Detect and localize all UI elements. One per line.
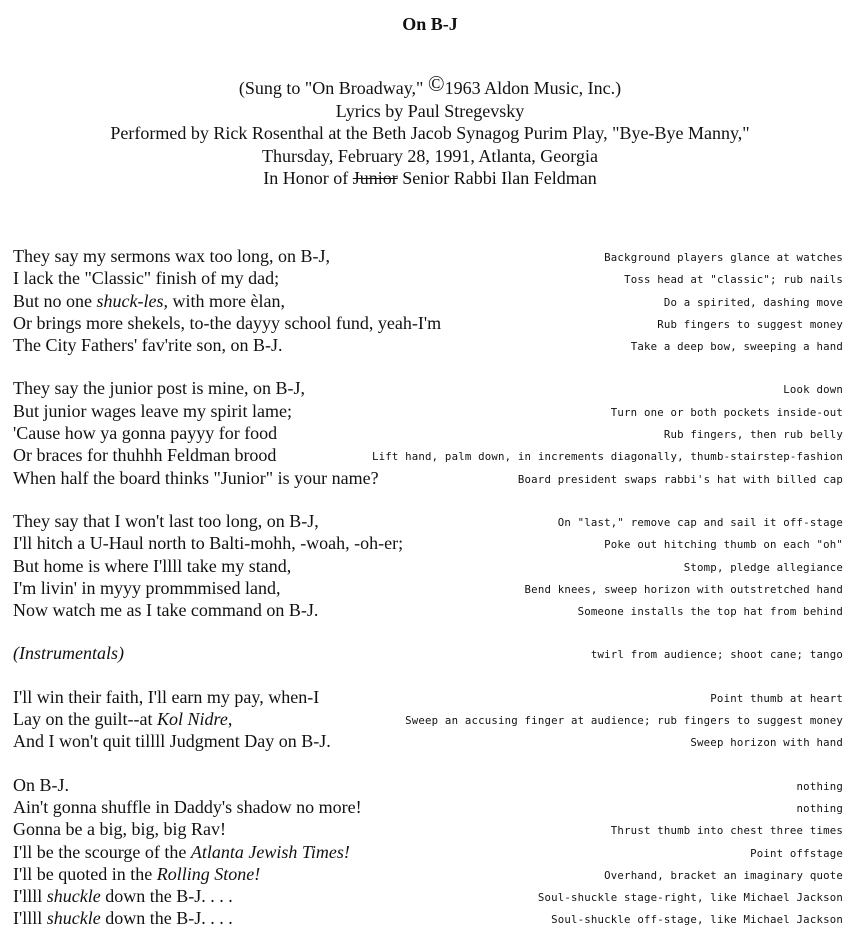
- instrumentals-section: [13, 642, 843, 664]
- stage-direction: Look down: [783, 383, 843, 397]
- lyric-emphasis: Kol Nidre: [156, 709, 228, 730]
- copyright-text: 1963 Aldon Music, Inc.): [444, 78, 622, 98]
- lyric-row: [13, 312, 843, 334]
- lyric-line: They say the junior post is mine, on B-J,: [13, 378, 305, 399]
- lyric-line: And I won't quit tillll Judgment Day on B-J.: [13, 731, 331, 752]
- struck-word: Junior: [352, 168, 398, 188]
- lyrics-body: [13, 245, 843, 951]
- stage-direction: Do a spirited, dashing move: [663, 295, 843, 309]
- lyric-line: On B-J.: [13, 774, 70, 795]
- lyric-row: [13, 245, 843, 267]
- stage-direction: Turn one or both pockets inside-out: [610, 405, 843, 419]
- header-line-date: Thursday, February 28, 1991, Atlanta, Georgia: [262, 145, 598, 166]
- lyric-line: [13, 708, 232, 730]
- tune-text: (Sung to "On Broadway,": [238, 78, 428, 98]
- stage-direction: Point thumb at heart: [710, 691, 843, 705]
- stage-direction: nothing: [796, 779, 843, 793]
- stage-direction: Lift hand, palm down, in increments diagonally, thumb-stairstep-fashion: [371, 450, 843, 464]
- stanza-1: [13, 245, 843, 356]
- lyric-row: [13, 730, 843, 752]
- lyric-text: Lay on the guilt--at: [13, 709, 157, 730]
- lyric-line: But junior wages leave my spirit lame;: [13, 400, 292, 421]
- lyric-row: [13, 774, 843, 796]
- stage-direction: Board president swaps rabbi's hat with billed cap: [517, 472, 843, 486]
- stage-direction: On "last," remove cap and sail it off-stage: [557, 515, 843, 529]
- lyric-line: 'Cause how ya gonna payyy for food: [13, 423, 278, 444]
- lyric-row: [13, 267, 843, 289]
- lyric-row: [13, 841, 843, 863]
- lyric-line: I lack the "Classic" finish of my dad;: [13, 268, 280, 289]
- lyric-row: [13, 444, 843, 466]
- lyric-row: [13, 334, 843, 356]
- stage-direction: Poke out hitching thumb on each "oh": [604, 538, 843, 552]
- lyric-row: [13, 555, 843, 577]
- stanza-5: [13, 774, 843, 930]
- stage-direction: Toss head at "classic"; rub nails: [624, 273, 843, 287]
- lyric-emphasis: shuckle: [46, 886, 101, 907]
- header-line-honor: [0, 167, 860, 190]
- copyright-symbol: ©: [427, 71, 445, 96]
- header-line-tune: [0, 71, 860, 100]
- lyric-text: I'll be quoted in the: [13, 863, 157, 884]
- lyric-text: down the B-J. . . .: [100, 886, 233, 907]
- lyric-line: [13, 885, 233, 907]
- lyric-emphasis: shuckle: [46, 908, 101, 929]
- instrumentals-label: (Instrumentals): [13, 643, 124, 664]
- lyric-row: [13, 686, 843, 708]
- lyric-line: I'm livin' in myyy prommmised land,: [13, 577, 281, 598]
- stage-direction: Someone installs the top hat from behind: [577, 605, 843, 619]
- lyric-row: [13, 422, 843, 444]
- lyric-row: [13, 400, 843, 422]
- lyric-emphasis: Rolling Stone!: [156, 863, 261, 884]
- lyric-row: [13, 532, 843, 554]
- lyric-line: But home is where I'llll take my stand,: [13, 555, 292, 576]
- lyric-emphasis: shuck-les,: [96, 290, 168, 311]
- stage-direction: Sweep horizon with hand: [690, 736, 843, 750]
- lyric-row: [13, 577, 843, 599]
- lyric-line: I'll hitch a U-Haul north to Balti-mohh, -woah, -oh-er;: [13, 533, 404, 554]
- lyric-line: I'll win their faith, I'll earn my pay, when-I: [13, 686, 320, 707]
- song-title: On B-J: [402, 14, 458, 34]
- lyric-row: [13, 599, 843, 621]
- lyric-text: I'll be the scourge of the: [13, 841, 191, 862]
- stage-direction: nothing: [796, 801, 843, 815]
- stage-direction: Stomp, pledge allegiance: [683, 560, 843, 574]
- stage-direction: Point offstage: [750, 846, 843, 860]
- stage-direction: Bend knees, sweep horizon with outstretched hand: [524, 582, 843, 596]
- lyric-row: [13, 818, 843, 840]
- lyric-line: Or brings more shekels, to-the dayyy school fund, yeah-I'm: [13, 312, 442, 333]
- lyric-line: [13, 841, 350, 863]
- stanza-4: [13, 686, 843, 753]
- stage-direction: Background players glance at watches: [604, 251, 843, 264]
- lyric-text: ,: [227, 709, 233, 730]
- lyric-line: They say that I won't last too long, on B-J,: [13, 510, 319, 531]
- stage-direction: Rub fingers to suggest money: [657, 317, 843, 331]
- stage-direction: Rub fingers, then rub belly: [663, 428, 843, 442]
- lyric-row: [13, 863, 843, 885]
- lyric-text: I'llll: [13, 908, 47, 929]
- lyric-row: [13, 796, 843, 818]
- lyric-line: Now watch me as I take command on B-J.: [13, 600, 319, 621]
- lyric-text: with more èlan,: [167, 290, 285, 311]
- honor-prefix: In Honor of: [263, 168, 353, 188]
- lyric-line: Gonna be a big, big, big Rav!: [13, 819, 226, 840]
- stage-direction: Soul-shuckle stage-right, like Michael Jackson: [537, 891, 843, 905]
- lyric-row: [13, 642, 843, 664]
- stage-direction: Overhand, bracket an imaginary quote: [604, 868, 843, 882]
- stage-direction: Thrust thumb into chest three times: [610, 824, 843, 838]
- stage-direction: Sweep an accusing finger at audience; rub fingers to suggest money: [405, 714, 843, 728]
- lyric-row: [13, 377, 843, 399]
- header-line-lyricist: Lyrics by Paul Stregevsky: [335, 100, 525, 121]
- honor-suffix: Senior Rabbi Ilan Feldman: [397, 168, 597, 188]
- lyric-row: [13, 510, 843, 532]
- stage-direction: twirl from audience; shoot cane; tango: [590, 648, 843, 662]
- header-line-performer: Performed by Rick Rosenthal at the Beth Jacob Synagog Purim Play, "Bye-Bye Manny,": [110, 123, 750, 143]
- lyric-text: I'llll: [13, 886, 47, 907]
- lyric-row: [13, 907, 843, 929]
- lyric-line: [13, 290, 285, 312]
- lyric-text: down the B-J. . . .: [100, 908, 233, 929]
- lyric-line: [13, 863, 260, 885]
- lyric-line: Ain't gonna shuffle in Daddy's shadow no more!: [13, 796, 362, 817]
- lyric-row: [13, 708, 843, 730]
- lyric-line: When half the board thinks "Junior" is your name?: [13, 467, 379, 488]
- stanza-2: [13, 377, 843, 488]
- stanza-3: [13, 510, 843, 621]
- lyric-row: [13, 885, 843, 907]
- lyric-row: [13, 290, 843, 312]
- song-header: [0, 71, 860, 190]
- lyric-emphasis: Atlanta Jewish Times!: [190, 841, 350, 862]
- stage-direction: Take a deep bow, sweeping a hand: [630, 340, 843, 354]
- stage-direction: Soul-shuckle off-stage, like Michael Jackson: [551, 913, 843, 927]
- lyric-row: [13, 467, 843, 489]
- lyric-line: The City Fathers' fav'rite son, on B-J.: [13, 335, 283, 356]
- lyric-line: Or braces for thuhhh Feldman brood: [13, 445, 277, 466]
- lyric-line: They say my sermons wax too long, on B-J,: [13, 246, 330, 266]
- lyric-line: [13, 907, 233, 929]
- lyric-text: But no one: [13, 290, 97, 311]
